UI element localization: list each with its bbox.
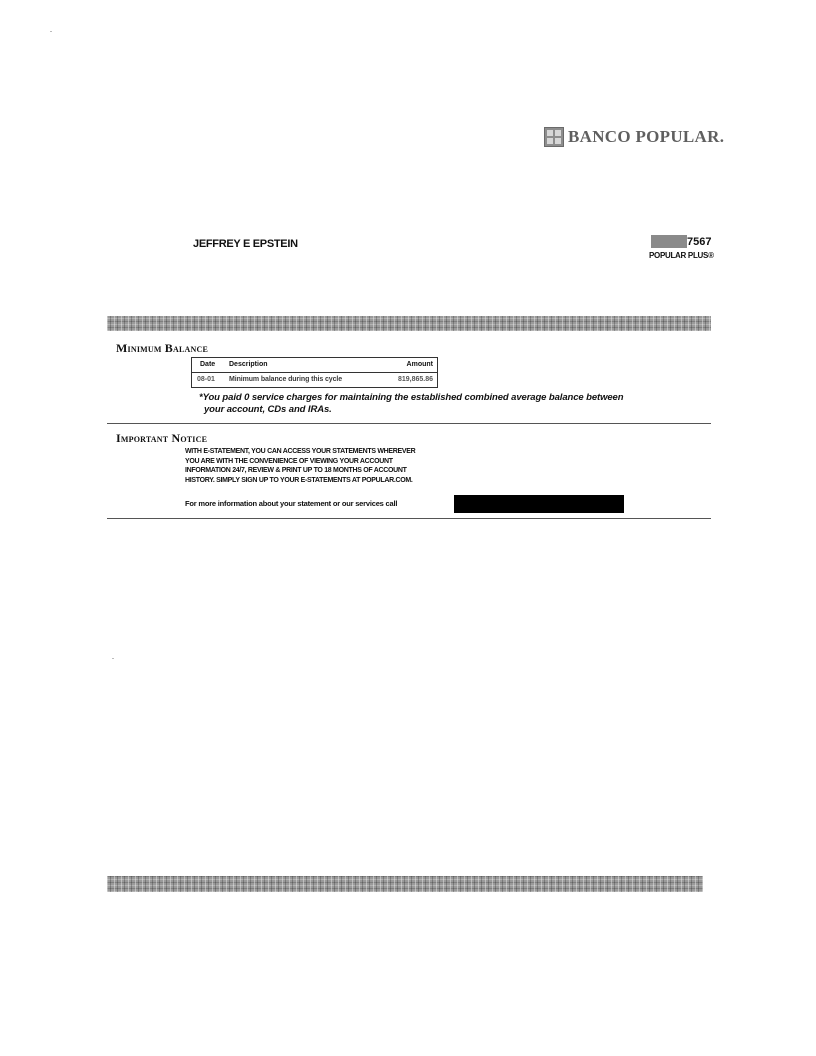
- important-notice-body: [185, 447, 485, 485]
- contact-phone-redaction: [454, 495, 624, 513]
- minimum-balance-heading: Minimum Balance: [116, 341, 208, 355]
- bank-logo-text: BANCO POPULAR.: [568, 127, 725, 146]
- table-cell-date: 08-01: [197, 376, 215, 383]
- account-number-redaction: [651, 235, 687, 248]
- bank-logo-icon: [544, 127, 564, 147]
- customer-name: JEFFREY E EPSTEIN: [193, 238, 298, 250]
- footer-bar: [107, 876, 703, 892]
- table-row: [192, 373, 437, 387]
- scan-speck: [50, 31, 52, 32]
- minimum-balance-table: [191, 357, 438, 388]
- table-header-description: Description: [229, 361, 268, 368]
- account-number-suffix: 7567: [687, 236, 712, 248]
- table-cell-amount: 819,865.86: [397, 376, 433, 383]
- scan-speck: [112, 658, 114, 659]
- notice-line: WITH E-STATEMENT, YOU CAN ACCESS YOUR STATEMENTS WHEREVER: [185, 448, 416, 455]
- service-charge-note-line: your account, CDs and IRAs.: [204, 404, 332, 415]
- section-divider: [107, 518, 711, 519]
- section-divider: [107, 423, 711, 424]
- notice-line: HISTORY. SIMPLY SIGN UP TO YOUR E-STATEMENTS AT POPULAR.COM.: [185, 476, 413, 484]
- table-cell-description: Minimum balance during this cycle: [229, 376, 343, 383]
- section-header-bar: [107, 316, 711, 331]
- notice-line: YOU ARE WITH THE CONVENIENCE OF VIEWING YOUR ACCOUNT: [185, 457, 393, 465]
- bank-logo: [544, 126, 724, 148]
- service-charge-note-line: *You paid 0 service charges for maintaining the established combined average balance between: [199, 392, 624, 403]
- service-charge-note: [199, 392, 669, 416]
- notice-line: INFORMATION 24/7, REVIEW & PRINT UP TO 18 MONTHS OF ACCOUNT: [185, 467, 407, 474]
- table-header-amount: Amount: [406, 361, 433, 368]
- table-header-date: Date: [200, 361, 216, 368]
- important-notice-heading: Important Notice: [116, 431, 208, 445]
- contact-line: For more information about your statement or our services call: [185, 499, 398, 508]
- table-header-row: [192, 358, 437, 373]
- account-product-name: POPULAR PLUS®: [649, 251, 714, 260]
